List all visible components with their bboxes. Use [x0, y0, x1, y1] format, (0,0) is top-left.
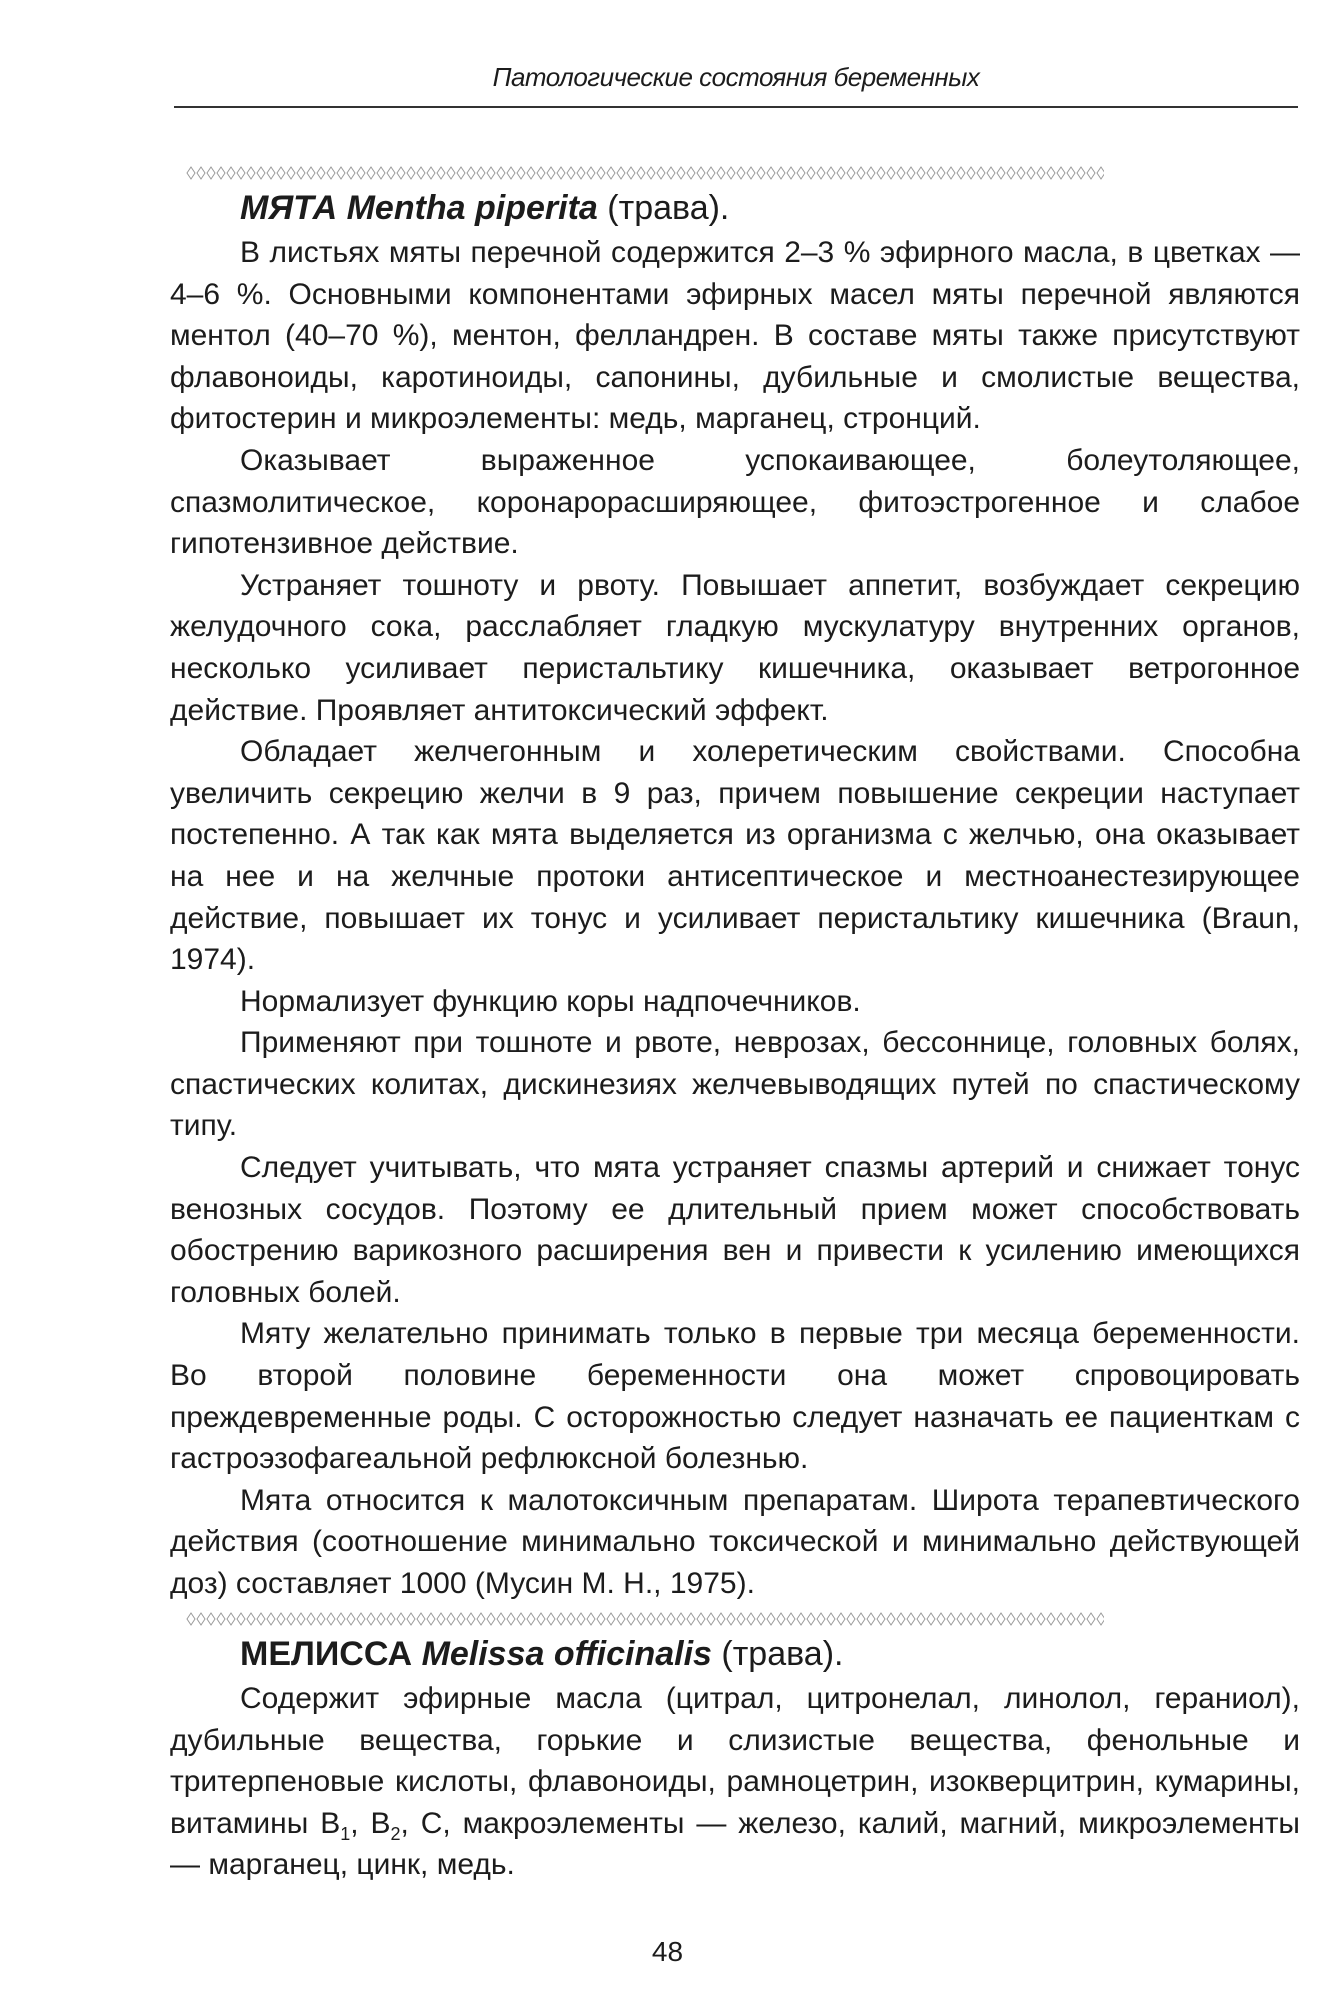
- vitamins-middle: , B: [350, 1806, 391, 1840]
- plant-name-ru: МЯТА: [240, 189, 338, 227]
- paragraph-text: Содержит эфирные масла (цитрал, цитронелал, линолол, гераниол), дубильные вещества, горькие и слизистые вещества, фенольные и тритерпеновые кислоты, флавоноиды, рамноцетрин, изокверцитрин, кумарины,: [170, 1682, 1300, 1799]
- subscript: 1: [340, 1823, 351, 1844]
- plant-part: (трава).: [721, 1635, 844, 1673]
- plant-name-latin: Melissa officinalis: [421, 1635, 712, 1673]
- paragraph: Нормализует функцию коры надпочечников.: [240, 984, 861, 1018]
- vitamins-rest: , C, макроэлементы — железо, калий, магний, микроэлементы — марганец, цинк, медь.: [170, 1806, 1300, 1882]
- paragraph: Устраняет тошноту и рвоту. Повышает аппетит, возбуждает секрецию желудочного сока, расслабляет гладкую мускулатуру внутренних органов, несколько усиливает перистальтику кишечника, оказывает ветрогонное действие. Проявляет антитоксический эффект.: [170, 568, 1300, 727]
- plant-part: (трава).: [607, 189, 730, 227]
- header-rule: [174, 106, 1298, 108]
- paragraph: Обладает желчегонным и холеретическим свойствами. Способна увеличить секрецию желчи в 9 раз, причем повышение секреции наступает постепенно. А так как мята выделяется из организма с желчью, она оказывает на нее и на желчные протоки антисептическое и местноанестезирующее действие, повышает их тонус и усиливает перистальтику кишечника (Braun, 1974).: [170, 735, 1300, 977]
- ornament-divider: [186, 166, 1104, 180]
- ornament-divider: [186, 1612, 1104, 1626]
- vitamins-prefix: витамины B: [170, 1806, 341, 1840]
- page-number: 48: [651, 1936, 684, 1967]
- section-title-mint: [170, 186, 1300, 230]
- subscript: 2: [390, 1823, 401, 1844]
- ornament-diamond-pattern: [186, 166, 1104, 180]
- section-mint: [170, 186, 1300, 1605]
- paragraph: Мяту желательно принимать только в первые три месяца беременности. Во второй половине беременности она может спровоцировать преждевременные роды. С осторожностью следует назначать ее пациенткам с гастроэзофагеальной рефлюксной болезнью.: [170, 1317, 1300, 1476]
- paragraph: Мята относится к малотоксичным препаратам. Широта терапевтического действия (соотношение минимально токсической и минимально действующей доз) составляет 1000 (Мусин М. Н., 1975).: [170, 1483, 1300, 1600]
- plant-name-ru: МЕЛИССА: [240, 1635, 413, 1673]
- running-header: Патологические состояния беременных: [492, 62, 980, 92]
- paragraph: [170, 1678, 1300, 1886]
- paragraph: Оказывает выраженное успокаивающее, болеутоляющее, спазмолитическое, коронарорасширяющее, фитоэстрогенное и слабое гипотензивное действие.: [170, 443, 1300, 561]
- paragraph: Следует учитывать, что мята устраняет спазмы артерий и снижает тонус венозных сосудов. Поэтому ее длительный прием может способствовать обострению варикозного расширения вен и привести к усилению имеющихся головных болей.: [170, 1151, 1300, 1309]
- paragraph: В листьях мяты перечной содержится 2–3 % эфирного масла, в цветках — 4–6 %. Основными компонентами эфирных масел мяты перечной являются ментол (40–70 %), ментон, фелландрен. В составе мяты также присутствуют флавоноиды, каротиноиды, сапонины, дубильные и смолистые вещества, фитостерин и микроэлементы: медь, марганец, стронций.: [170, 236, 1300, 436]
- plant-name-latin: Mentha piperita: [346, 189, 598, 227]
- paragraph: Применяют при тошноте и рвоте, неврозах, бессоннице, головных болях, спастических колитах, дискинезиях желчевыводящих путей по спастическому типу.: [170, 1026, 1300, 1143]
- section-melissa: [170, 1632, 1300, 1886]
- section-title-melissa: [170, 1632, 1300, 1676]
- ornament-diamond-pattern: [186, 1612, 1104, 1626]
